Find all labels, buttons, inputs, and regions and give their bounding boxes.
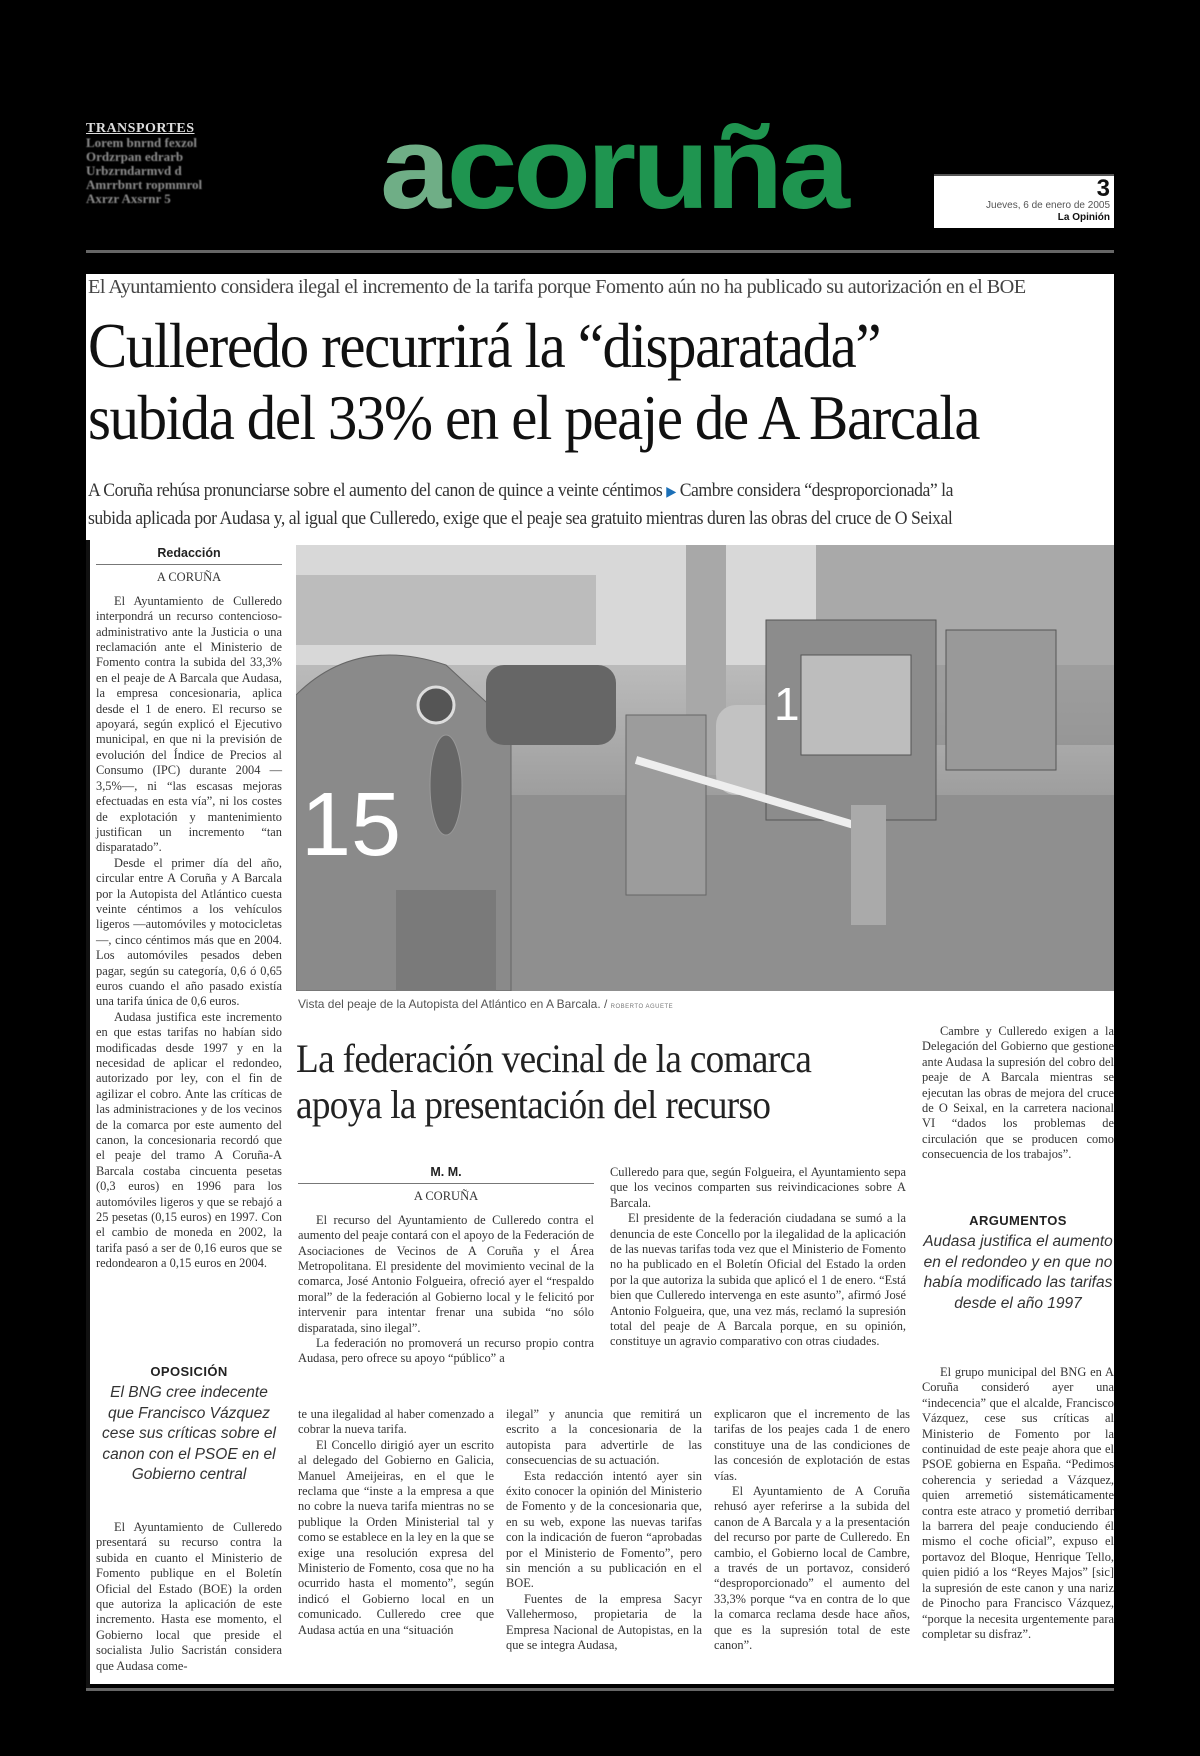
paragraph: El Ayuntamiento de Culleredo interpondrá un recurso contencioso-administrativo ante la Justicia o una reclamación ante el Ministerio de Fomento contra la subida del 33,3% en el peaje de A Barcala que Audasa, la empresa concesionaria, aplica desde el 1 de enero. El recurso se apoyará, según explicó el Ejecutivo municipal, en que ni la previsión de evolución del Índice de Precios al Consumo (IPC) durante 2004 —3,5%—, ni “las escasas mejoras efectuadas en esta vía”, ni los costes de explotación y mantenimiento justifican un incremento “tan disparatado”.	[96, 593, 282, 855]
section-kicker-block	[86, 122, 276, 232]
paragraph: El recurso del Ayuntamiento de Culleredo contra el aumento del peaje contará con el apoyo de la Federación de Asociaciones de Vecinos de A Coruña y el Área Metropolitana. El presidente del movimiento vecinal de la comarca, José Antonio Folgueira, ofreció ayer el “respaldo moral” de la federación al Gobierno local y le felicitó por intervenir para intentar frenar una subida “no sólo disparatada, sino ilegal”.	[298, 1212, 594, 1335]
main-headline	[88, 310, 1036, 454]
main-article-continuation-3	[506, 1407, 702, 1654]
box-heading: OPOSICIÓN	[150, 1364, 228, 1379]
bottom-rule	[86, 1688, 1114, 1691]
photo-caption	[298, 997, 673, 1011]
secondary-headline	[296, 1036, 873, 1128]
section-blurb-line: Axrzr Axsrnr 5	[86, 191, 171, 206]
box-text: El BNG cree indecente que Francisco Vázquez cese sus críticas sobre el canon con el PSOE en el Gobierno central	[101, 1384, 276, 1483]
box-text: Audasa justifica el aumento en el redondeo y en que no había modificado las tarifas desde el año 1997	[923, 1233, 1113, 1312]
page-info-box	[934, 174, 1114, 228]
paragraph: El grupo municipal del BNG en A Coruña consideró ayer una “indecencia” que el alcalde, Francisco Vázquez, cese sus críticas al Ministerio de Fomento por la continuidad de este peaje ahora que el PSOE gobierna en España. “Pedimos coherencia y seriedad a Vázquez, quien arremetió sistemáticamente contra este atraco y prometió derribar la barrera del peaje conduciendo él mismo el coche oficial”, expuso el portavoz del Bloque, Henrique Tello, quien pidió a los “Reyes Majos” [sic] la supresión de este canon y una nariz de Pinocho para Francisco Vázquez, “porque la necesita urgentemente para completar su disfraz”.	[922, 1365, 1114, 1641]
paragraph: El Concello dirigió ayer un escrito al delegado del Gobierno en Galicia, Manuel Ameijeiras, en el que le reclama que “inste a la empresa a que no cobre la nueva tarifa mientras no se publique la Orden Ministerial tal y como se establece en la ley en la que se exige una resolución expresa del Ministerio de Fomento, cosa que no ha ocurrido hasta el momento”, según indicó el Gobierno local en un comunicado. Culleredo cree que Audasa actúa en una “situación	[298, 1437, 494, 1637]
main-article-continuation-1	[96, 1520, 282, 1674]
main-article-right-column-bottom	[922, 1365, 1114, 1642]
section-blurb-line: Urbzrndarmvd d	[86, 163, 182, 178]
section-blurb-line: Lorem bnrnd fexzol	[86, 135, 197, 150]
toll-booth-photo	[296, 545, 1114, 991]
page-number: 3	[1096, 175, 1110, 202]
left-margin-bar	[86, 540, 90, 1690]
box-oposicion	[96, 1364, 282, 1486]
paragraph: ilegal” y anuncia que remitirá un escrito a la concesionaria de la autopista para advertirle de las consecuencias de su actuación.	[506, 1407, 702, 1468]
subtitle-part: A Coruña rehúsa pronunciarse sobre el aumento del canon de quince a veinte céntimos	[88, 480, 663, 501]
headline-line: La federación vecinal de la comarca	[296, 1036, 812, 1081]
photo-credit: ROBERTO AGUETE	[610, 1004, 674, 1010]
logo-part-a: a	[380, 102, 447, 234]
publication-date: Jueves, 6 de enero de 2005	[986, 200, 1110, 211]
section-kicker: TRANSPORTES	[86, 121, 195, 136]
main-article-column-1	[96, 546, 282, 1272]
antetitle: El Ayuntamiento considera ilegal el incremento de la tarifa porque Fomento aún no ha publicado su autorización en el BOE	[88, 276, 1026, 298]
section-blurb-line: Ordzrpan edrarb	[86, 149, 184, 164]
headline-line: Culleredo recurrirá la “disparatada”	[88, 310, 881, 381]
subtitle	[88, 478, 1044, 532]
main-article-continuation-4	[714, 1407, 910, 1654]
paragraph: Esta redacción intentó ayer sin éxito conocer la opinión del Ministerio de Fomento y de la concesionaria que, en su web, expone las nuevas tarifas con la indicación de fueron “aprobadas por el Ministerio de Fomento”, pero sin mención a su publicación en el BOE.	[506, 1468, 702, 1591]
byline: Redacción	[96, 546, 282, 565]
byline-location: A CORUÑA	[413, 1189, 479, 1204]
svg-text:15: 15	[301, 775, 402, 875]
subtitle-line: subida aplicada por Audasa y, al igual que Culleredo, exige que el peaje sea gratuito mientras duren las obras del cruce de O Seixal	[88, 508, 953, 529]
paragraph: Cambre y Culleredo exigen a la Delegación del Gobierno que gestione ante Audasa la supresión del cobro del peaje de A Barcala mientras se ejecutan las obras de mejora del cruce de O Seixal, en la carretera nacional VI “dados los problemas de circulación que se producen como consecuencia de los trabajos”.	[922, 1024, 1114, 1162]
paragraph: Fuentes de la empresa Sacyr Vallehermoso, propietaria de la Empresa Nacional de Autopistas, en la que se integra Audasa,	[506, 1591, 702, 1653]
second-article-column-1	[298, 1165, 594, 1367]
paragraph: El Ayuntamiento de Culleredo presentará su recurso contra la subida en cuanto el Ministerio de Fomento publique en el Boletín Oficial del Estado (BOE) la orden que autoriza la aplicación de este incremento. Hasta ese momento, el Gobierno local que preside el socialista Julio Sacristán considera que Audasa come-	[96, 1520, 282, 1673]
byline: M. M.	[298, 1165, 594, 1184]
second-article-column-2	[610, 1165, 906, 1350]
headline-line: subida del 33% en el peaje de A Barcala	[88, 382, 980, 453]
paragraph: te una ilegalidad al haber comenzado a cobrar la nueva tarifa.	[298, 1407, 494, 1437]
paragraph: Desde el primer día del año, circular entre A Coruña y A Barcala por la Autopista del Atlántico cuesta veinte céntimos a los vehículos ligeros —automóviles y motocicletas—, cinco céntimos más que en 2004. Los automóviles pesados deben pagar, según su categoría, 0,6 ó 0,65 euros cuando el año pasado existía una tarifa única de 0,6 euros.	[96, 855, 282, 1009]
box-argumentos	[922, 1213, 1114, 1314]
paragraph: explicaron que el incremento de las tarifas de los peajes cada 1 de enero constituye una de las condiciones de las concesión de explotación de estas vías.	[714, 1407, 910, 1483]
byline-location: A CORUÑA	[156, 570, 222, 585]
headline-line: apoya la presentación del recurso	[296, 1082, 771, 1127]
logo-part-coruna: coruña	[446, 102, 846, 234]
box-heading: ARGUMENTOS	[969, 1213, 1067, 1228]
caption-text: Vista del peaje de la Autopista del Atlántico en A Barcala. /	[298, 997, 608, 1011]
section-logo	[380, 98, 846, 238]
paragraph: El Ayuntamiento de A Coruña rehusó ayer referirse a la subida del canon de A Barcala y a la presentación del recurso por parte de Culleredo. En cambio, el Gobierno local de Cambre, a través de un portavoz, consideró “desproporcionado” el aumento del 33,3% porque “va en contra de lo que la comarca reclama desde hace años, que es la supresión total de este canon”.	[714, 1484, 910, 1653]
main-article-right-column-top	[922, 1024, 1114, 1163]
svg-text:1: 1	[774, 678, 800, 730]
paragraph: La federación no promoverá un recurso propio contra Audasa, pero ofrece su apoyo “público” a	[298, 1336, 594, 1366]
paragraph: Culleredo para que, según Folgueira, el Ayuntamiento sepa que los vecinos comparten sus reivindicaciones sobre A Barcala.	[610, 1165, 906, 1210]
paragraph: El presidente de la federación ciudadana se sumó a la denuncia de este Concello por la ilegalidad de la aplicación de las nuevas tarifas toda vez que el Ministerio de Fomento no ha publicado en el Boletín Oficial del Estado la orden por la que autoriza la subida que aplicó el 1 de enero. “Está bien que Culleredo intervenga en este asunto”, afirmó José Antonio Folgueira, que, una vez más, reclamó la supresión total del peaje de A Barcala porque, en su opinión, constituye un agravio comparativo con otras ciudades.	[610, 1211, 906, 1349]
top-rule	[86, 250, 1114, 253]
photo-illustration	[296, 545, 1114, 991]
subtitle-part: Cambre considera “desproporcionada” la	[679, 480, 954, 501]
newspaper-name: La Opinión	[1057, 212, 1110, 223]
main-article-continuation-2	[298, 1407, 494, 1638]
arrow-right-icon: ▶	[666, 485, 676, 500]
paragraph: Audasa justifica este incremento en que estas tarifas no habían sido modificadas desde 1997 y en la necesidad de aplicar el redondeo, autorizado por ley, con el fin de agilizar el cobro. Ante las críticas de las administraciones y de los vecinos de la comarca por este aumento del canon, la concesionaria recordó que el peaje del tramo A Coruña-A Barcala costaba cincuenta pesetas (0,3 euros) en 1996 para los automóviles ligeros y que se rebajó a 25 pesetas (0,15 euros) en 1997. Con el cambio de moneda en 2002, la tarifa pasó a ser de 0,16 euros que se redondearon a 0,15 euros en 2004.	[96, 1009, 282, 1271]
section-blurb-line: Amrrbnrt ropmmrol	[86, 177, 203, 192]
